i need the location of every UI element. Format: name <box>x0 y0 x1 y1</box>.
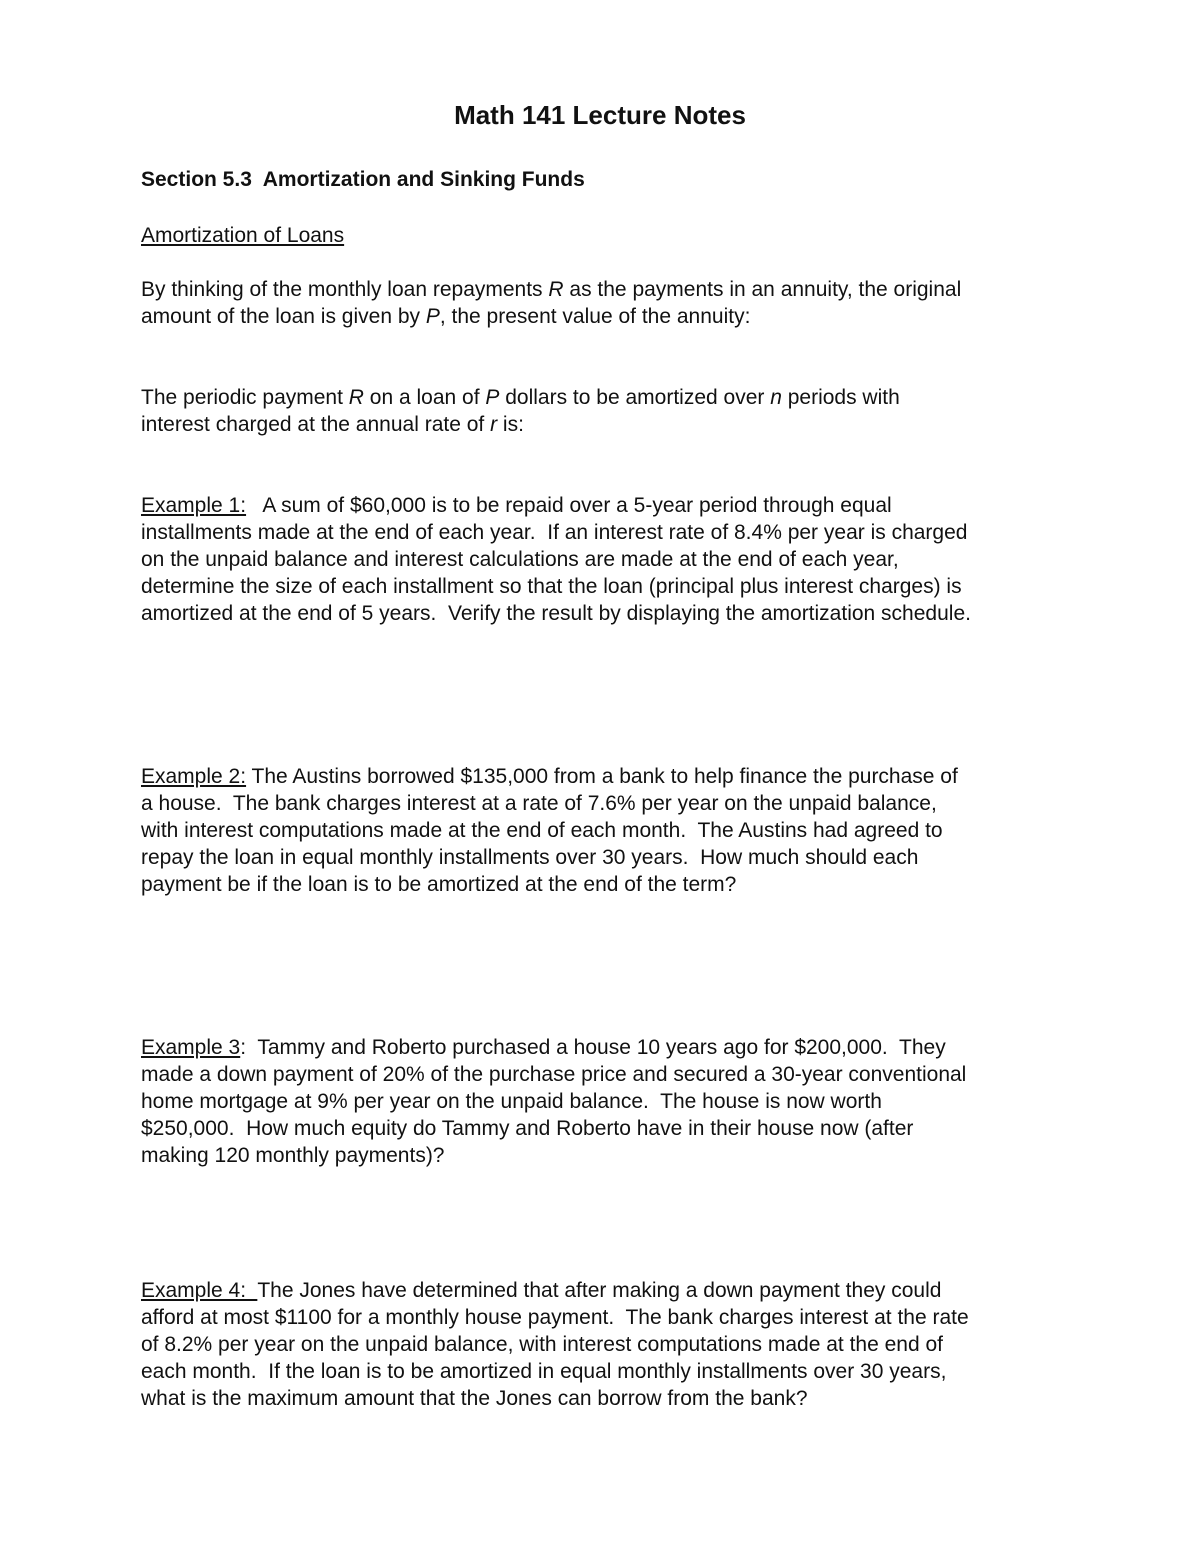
periodic-line <box>141 384 1081 411</box>
example-2-label: Example 2: <box>141 765 247 788</box>
example-1-line: on the unpaid balance and interest calculations are made at the end of each year, <box>141 548 899 571</box>
section-heading: Section 5.3 Amortization and Sinking Funds <box>141 168 585 191</box>
intro-paragraph <box>141 276 1081 330</box>
example-1-line: determine the size of each installment so that the loan (principal plus interest charges) is <box>141 575 962 598</box>
text-segment: The Jones have determined that after making a down payment they could <box>257 1279 942 1302</box>
page-title: Math 141 Lecture Notes <box>454 100 746 130</box>
text-segment: By thinking of the monthly loan repayments <box>141 278 549 301</box>
text-segment: periods with <box>781 386 900 409</box>
example-2-line: payment be if the loan is to be amortized at the end of the term? <box>141 873 737 896</box>
example-2-line <box>141 763 1081 790</box>
text-segment: , the present value of the annuity: <box>439 305 751 328</box>
text-segment: amount of the loan is given by <box>141 305 426 328</box>
text-gap <box>246 494 262 517</box>
text-segment: is: <box>497 413 524 436</box>
example-4-line <box>141 1277 1081 1304</box>
example-2-line: repay the loan in equal monthly installments over 30 years. How much should each <box>141 846 919 869</box>
intro-line <box>141 303 1081 330</box>
variable-n-periods: n <box>770 386 782 409</box>
example-1-line: installments made at the end of each year. If an interest rate of 8.4% per year is charged <box>141 521 968 544</box>
example-4 <box>141 1277 1081 1412</box>
example-3-line: home mortgage at 9% per year on the unpaid balance. The house is now worth <box>141 1090 882 1113</box>
variable-r-rate: r <box>490 413 498 436</box>
example-1-line <box>141 492 1081 519</box>
intro-line <box>141 276 1081 303</box>
example-1 <box>141 492 1081 627</box>
text-segment: The Austins borrowed $135,000 from a bank to help finance the purchase of <box>251 765 958 788</box>
example-4-line: afford at most $1100 for a monthly house payment. The bank charges interest at the rate <box>141 1306 969 1329</box>
example-3-label: Example 3 <box>141 1036 241 1059</box>
example-2 <box>141 763 1081 898</box>
example-4-label: Example 4: <box>141 1279 258 1302</box>
variable-r-payment: R <box>348 386 364 409</box>
variable-r-payment: R <box>548 278 564 301</box>
example-1-label: Example 1: <box>141 494 247 517</box>
variable-p-principal: P <box>485 386 500 409</box>
example-4-line: of 8.2% per year on the unpaid balance, with interest computations made at the end of <box>141 1333 944 1356</box>
example-2-line: with interest computations made at the end of each month. The Austins had agreed to <box>141 819 943 842</box>
text-segment: dollars to be amortized over <box>499 386 771 409</box>
subheading-amortization-of-loans: Amortization of Loans <box>141 224 345 247</box>
example-3-line: making 120 monthly payments)? <box>141 1144 445 1167</box>
text-segment: Tammy and Roberto purchased a house 10 years ago for $200,000. They <box>257 1036 946 1059</box>
example-3 <box>141 1034 1081 1169</box>
example-4-line: each month. If the loan is to be amortized in equal monthly installments over 30 years, <box>141 1360 947 1383</box>
example-4-line: what is the maximum amount that the Jones can borrow from the bank? <box>141 1387 808 1410</box>
text-segment: interest charged at the annual rate of <box>141 413 491 436</box>
periodic-line <box>141 411 1081 438</box>
example-1-line: amortized at the end of 5 years. Verify the result by displaying the amortization schedule. <box>141 602 971 625</box>
periodic-payment-paragraph <box>141 384 1081 438</box>
example-3-line: made a down payment of 20% of the purchase price and secured a 30-year conventional <box>141 1063 967 1086</box>
text-segment: A sum of $60,000 is to be repaid over a 5-year period through equal <box>262 494 892 517</box>
variable-p-principal: P <box>425 305 440 328</box>
example-3-line: $250,000. How much equity do Tammy and Roberto have in their house now (after <box>141 1117 914 1140</box>
example-3-line <box>141 1034 1081 1061</box>
text-segment: The periodic payment <box>141 386 349 409</box>
text-gap: : <box>240 1036 258 1059</box>
example-2-line: a house. The bank charges interest at a rate of 7.6% per year on the unpaid balance, <box>141 792 937 815</box>
text-segment: as the payments in an annuity, the original <box>563 278 962 301</box>
text-segment: on a loan of <box>363 386 486 409</box>
